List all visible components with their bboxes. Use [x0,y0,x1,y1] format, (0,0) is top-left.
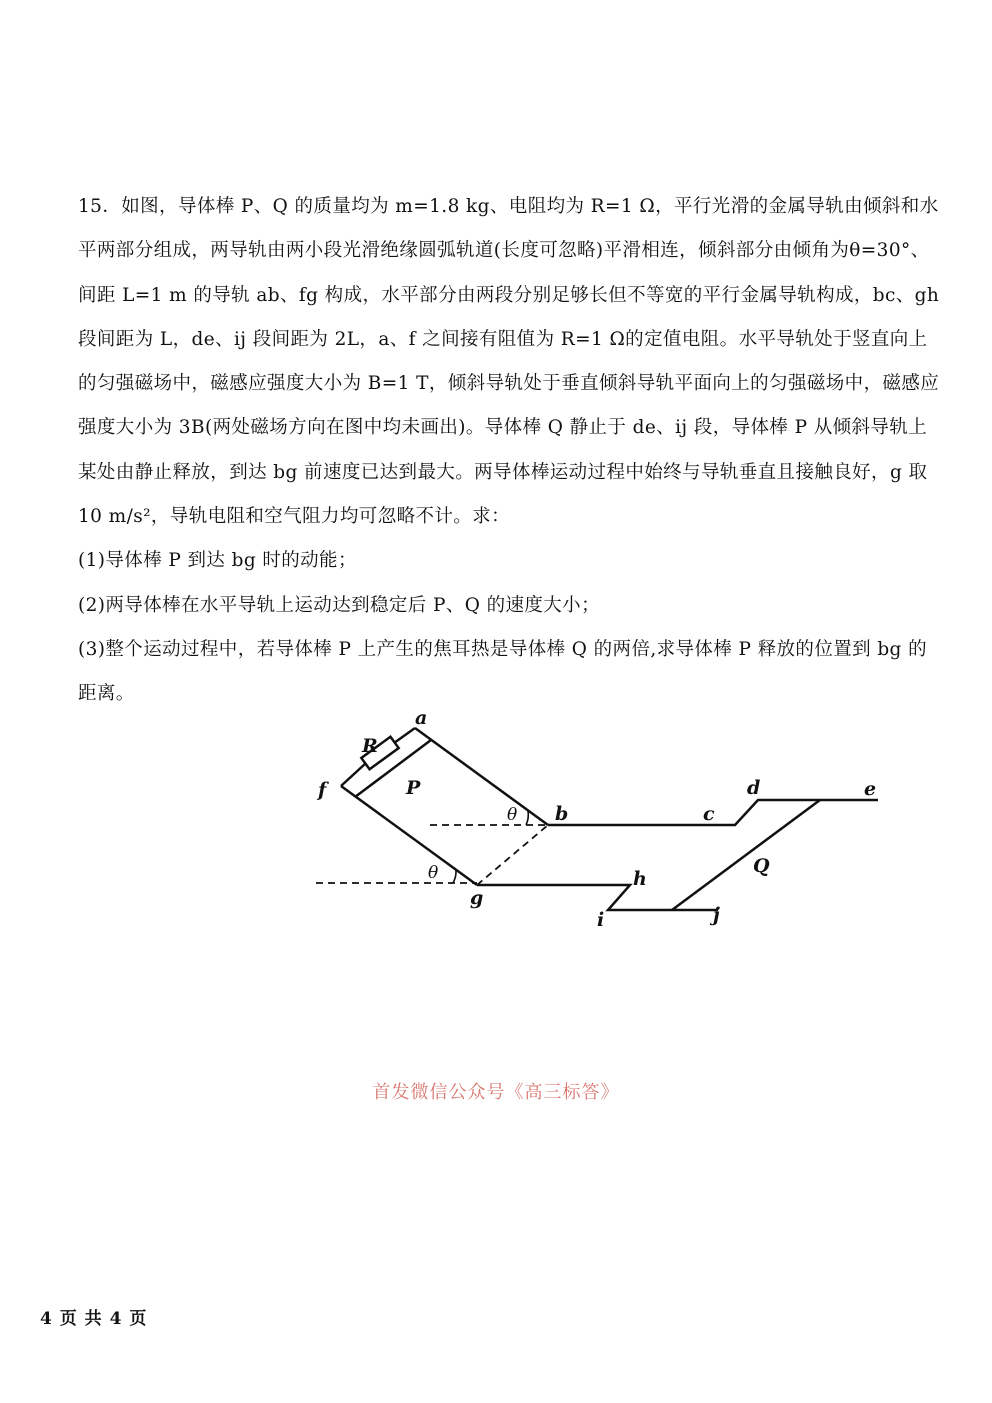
rod-q [672,800,820,910]
label-b: b [555,803,569,825]
label-theta-bottom: θ [428,863,439,883]
dashed-bg [477,825,548,885]
problem-15 [78,185,944,717]
label-g: g [470,887,484,909]
label-theta-top: θ [507,805,518,825]
rail-ghij [477,885,718,910]
problem-stem: 15．如图，导体棒 P、Q 的质量均为 m=1.8 kg、电阻均为 R=1 Ω，平行光滑的金属导轨由倾斜和水平两部分组成，两导轨由两小段光滑绝缘圆弧轨道(长度可忽略)平滑相连，倾斜部分由倾角为θ=30°、间距 L=1 m 的导轨 ab、fg 构成，水平部分由两段分别足够长但不等宽的平行金属导轨构成，bc、gh 段间距为 L，de、ij 段间距为 2L，a、f 之间接有阻值为 R=1 Ω的定值电阻。水平导轨处于竖直向上的匀强磁场中，磁感应强度大小为 B=1 T，倾斜导轨处于垂直倾斜导轨平面向上的匀强磁场中，磁感应强度大小为 3B(两处磁场方向在图中均未画出)。导体棒 Q 静止于 de、ij 段，导体棒 P 从倾斜导轨上某处由静止释放，到达 bg 前速度已达到最大。两导体棒运动过程中始终与导轨垂直且接触良好，g 取 10 m/s²，导轨电阻和空气阻力均可忽略不计。求： [78,196,940,528]
resistor-wire [394,728,415,743]
label-c: c [703,803,715,825]
part-3: (3)整个运动过程中，若导体棒 P 上产生的焦耳热是导体棒 Q 的两倍,求导体棒 P 释放的位置到 bg 的距离。 [78,638,927,705]
part-2: (2)两导体棒在水平导轨上运动达到稳定后 P、Q 的速度大小； [78,594,600,616]
label-a: a [415,707,428,729]
resistor-wire-lower [341,763,366,786]
page-footer: 4 页 共 4 页 [40,1309,148,1329]
label-d: d [747,777,761,799]
label-p: P [406,777,421,799]
label-h: h [633,868,647,890]
label-f: f [318,779,327,801]
label-r: R [362,735,378,757]
rail-ab [415,728,548,825]
watermark: 首发微信公众号《高三标答》 [372,1082,620,1103]
label-i: i [597,909,605,931]
rail-diagram [300,700,900,940]
label-e: e [864,778,877,800]
label-j: j [713,904,720,926]
theta-arc-top [526,811,528,825]
theta-arc-bottom [453,870,456,883]
part-1: (1)导体棒 P 到达 bg 时的动能； [78,550,357,572]
label-q: Q [753,855,770,877]
